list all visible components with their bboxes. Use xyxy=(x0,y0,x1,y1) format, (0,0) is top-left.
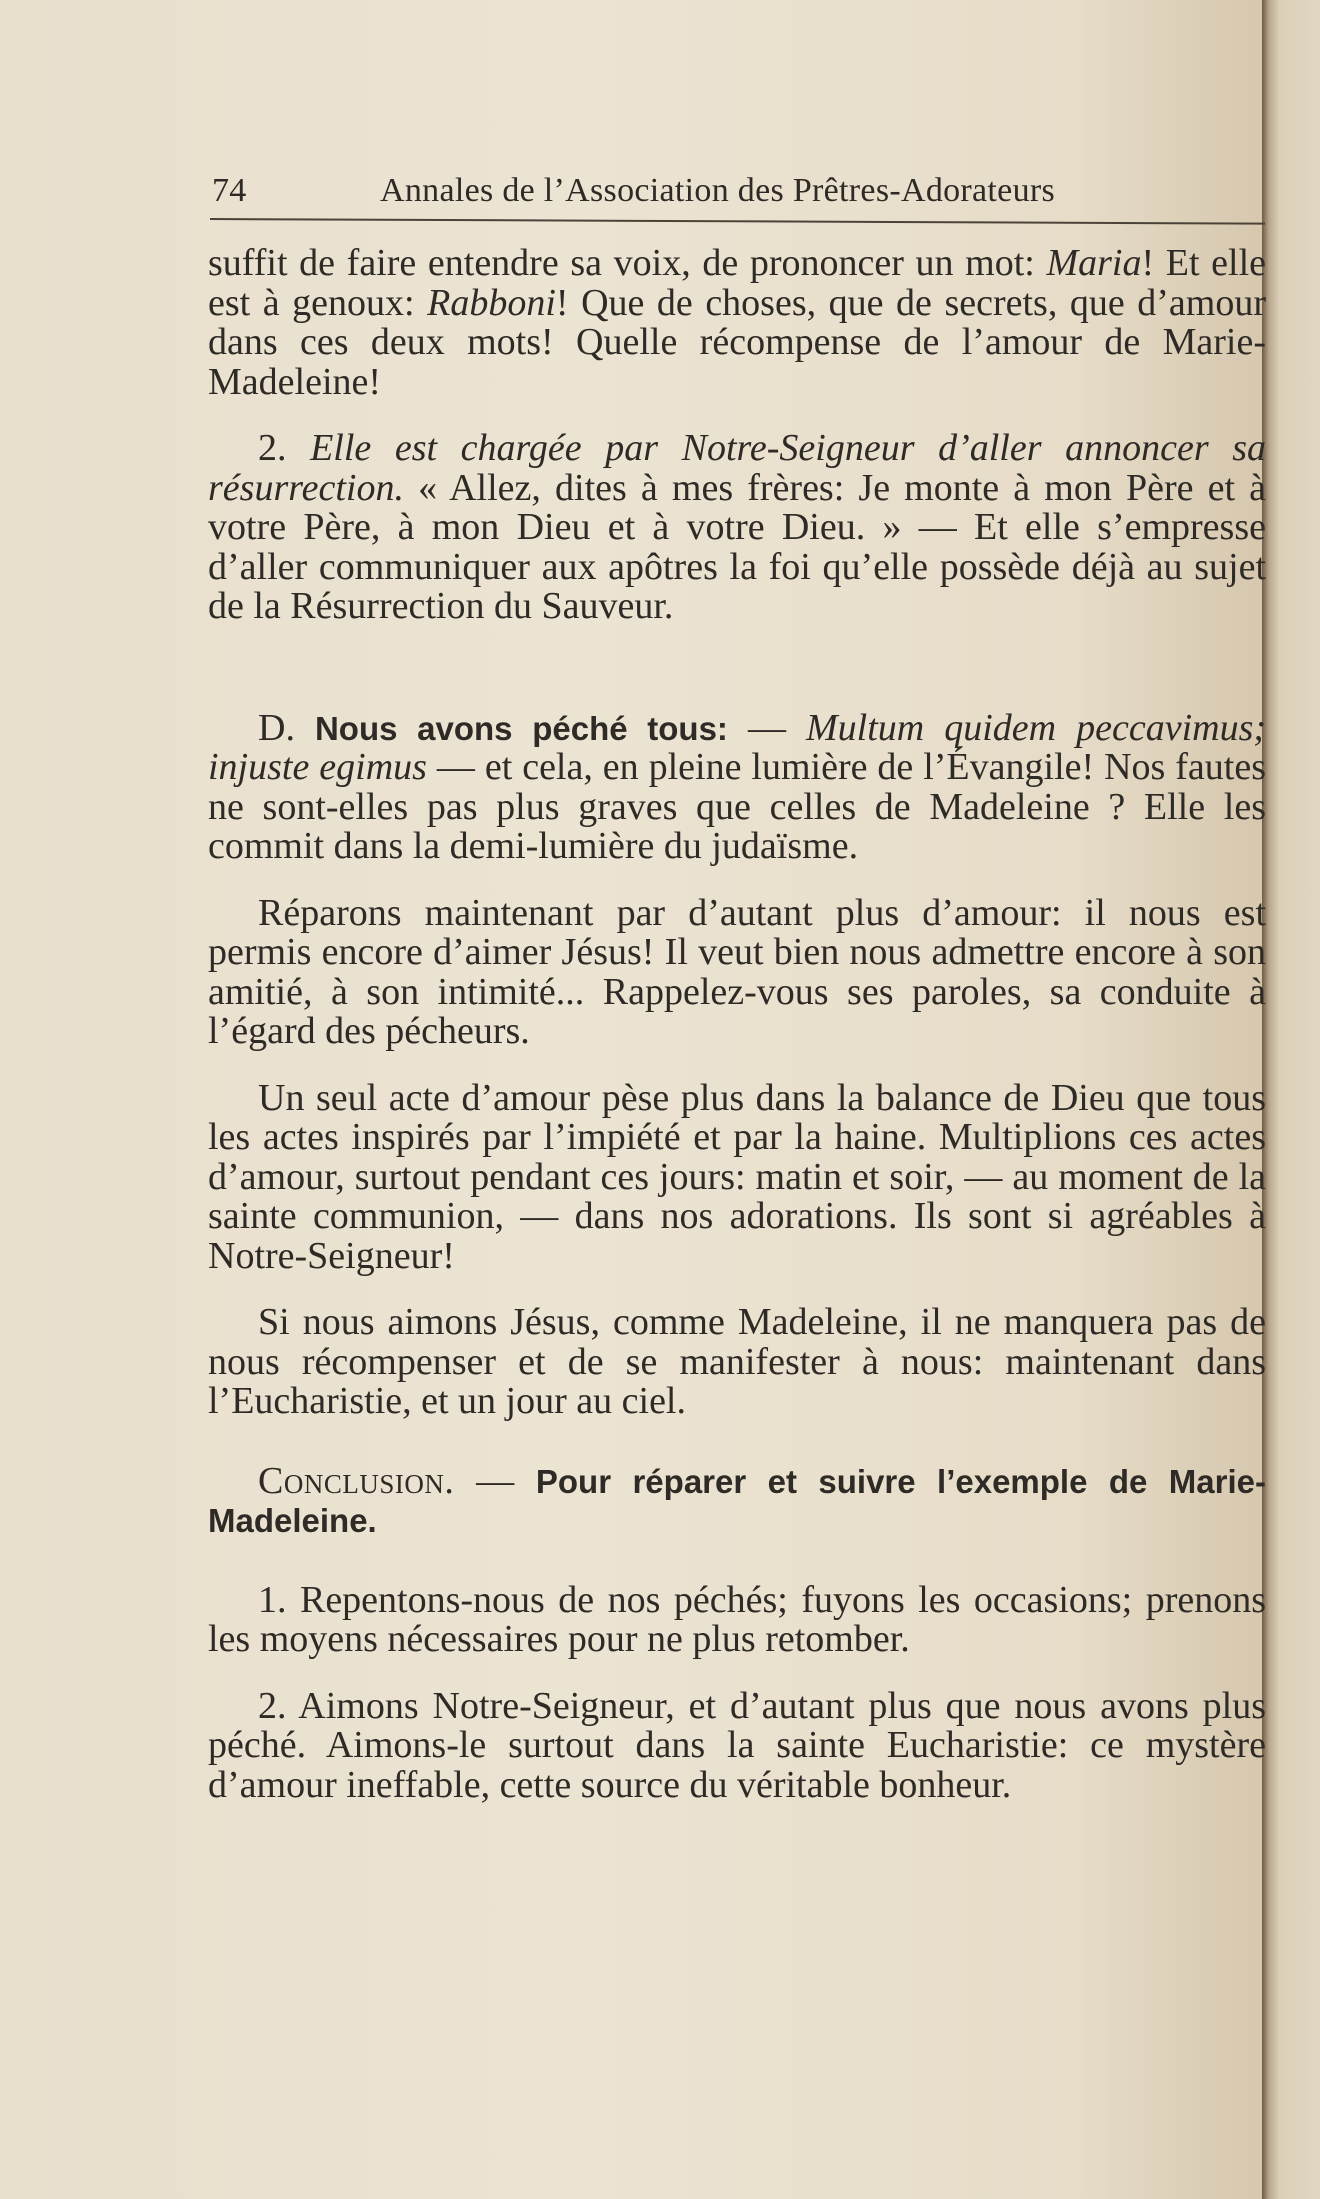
page-number: 74 xyxy=(212,172,247,209)
text-run: Réparons maintenant par d’autant plus d’amour: il nous est permis encore d’aimer Jésus! Il veut bien nous admettre encore à son amitié, à son intimité... Rappelez-vous ses paroles, sa conduite à l’égard des pécheurs. xyxy=(208,891,1266,1052)
text-run: Elle est chargée par Notre-Seigneur d’aller annoncer sa résurrection. xyxy=(208,427,1266,509)
text-run: 1. Repentons-nous de nos péchés; fuyons les occasions; prenons les moyens nécessaires pour ne plus retomber. xyxy=(208,1578,1266,1660)
paragraph xyxy=(208,1076,1266,1277)
text-run: 2. Aimons Notre-Seigneur, et d’autant plus que nous avons plus péché. Aimons-le surtout dans la sainte Eucharistie: ce mystère d’amour ineffable, cette source du véritable bonheur. xyxy=(208,1684,1266,1806)
text-run: Si nous aimons Jésus, comme Madeleine, il ne manquera pas de nous récompenser et de se manifester à nous: maintenant dans l’Eucharistie, et un jour au ciel. xyxy=(208,1301,1266,1422)
facing-page-edge xyxy=(1290,0,1320,2199)
paragraph xyxy=(208,1684,1266,1806)
conclusion-heading xyxy=(208,1459,1266,1541)
text-run: — et cela, en pleine lumière de l’Évangile! Nos fautes ne sont-elles pas plus graves que celles de Madeleine ? Elle les commit dans la demi-lumière du judaïsme. xyxy=(208,746,1266,867)
paragraph xyxy=(208,1578,1266,1660)
paragraph xyxy=(208,891,1266,1052)
text-run: suffit de faire entendre sa voix, de prononcer un mot: xyxy=(208,244,1047,284)
text-run: Maria xyxy=(1046,244,1142,284)
text-run: Multum quidem peccavimus; injuste egimus xyxy=(208,706,1266,788)
paragraph xyxy=(208,706,1266,867)
text-run: Nous avons péché tous: xyxy=(314,709,728,747)
paragraph xyxy=(208,429,1266,627)
text-run: — xyxy=(727,706,806,749)
text-run: 2. xyxy=(258,427,311,469)
text-run: Conclusion. xyxy=(258,1459,455,1502)
text-run: D. xyxy=(258,706,315,749)
text-run: Un seul acte d’amour pèse plus dans la balance de Dieu que tous les actes inspirés par l’impiété et par la haine. Multiplions ces actes d’amour, surtout pendant ces jours: matin et soir, — au moment de la sainte communion, — dans nos adorations. Ils sont si agréables à Notre-Seigneur! xyxy=(208,1076,1266,1277)
text-run: Rabboni xyxy=(427,281,556,324)
text-run: ! Que de choses, que de secrets, que d’amour dans ces deux mots! Quelle récompense de l’amour de Marie-Madeleine! xyxy=(208,281,1266,403)
text-run: « Allez, dites à mes frères: Je monte à mon Père et à votre Père, à mon Dieu et à votre Dieu. » — Et elle s’empresse d’aller communiquer aux apôtres la foi qu’elle possède déjà au sujet de la Résurrection du Sauveur. xyxy=(208,466,1266,627)
text-run: — xyxy=(454,1459,536,1502)
paragraph xyxy=(208,244,1266,402)
page-body xyxy=(208,244,1266,2144)
running-title: Annales de l’Association des Prêtres-Adorateurs xyxy=(380,172,1056,209)
text-run: Pour réparer et suivre l’exemple de Marie-Madeleine. xyxy=(208,1462,1266,1539)
paragraph xyxy=(208,1303,1266,1422)
text-run: ! Et elle est à genoux: xyxy=(208,244,1266,324)
